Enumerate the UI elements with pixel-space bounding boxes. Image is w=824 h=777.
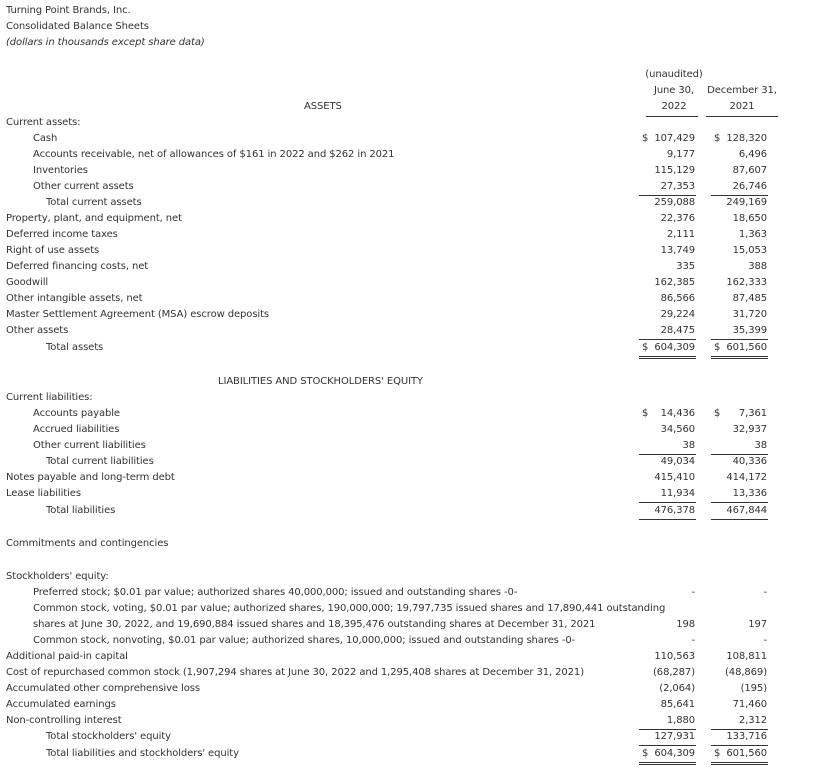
amount: 13,336 — [732, 488, 767, 499]
dec-2021-value-cell — [711, 293, 768, 307]
table-row — [0, 488, 824, 504]
amount: 415,410 — [654, 472, 695, 483]
table-row — [0, 392, 824, 408]
amount: 108,811 — [726, 651, 767, 662]
table-row — [0, 715, 824, 731]
row-label-common-stock-nonvoting-0-01-par-value-au: Common stock, nonvoting, $0.01 par value; authorized shares, 10,000,000; issued and outstanding shares -0- — [33, 635, 576, 646]
amount: 15,053 — [732, 245, 767, 256]
currency-symbol: $ — [642, 133, 649, 144]
table-row — [0, 229, 824, 245]
table-row — [0, 651, 824, 667]
dec-2021-value-cell — [711, 181, 768, 196]
table-row — [0, 587, 824, 603]
dec-2021-value-cell — [711, 748, 768, 765]
amount: 110,563 — [654, 651, 695, 662]
dec-2021-value-cell — [711, 133, 768, 147]
june-2022-value-cell — [639, 456, 696, 470]
june-2022-value-cell — [639, 197, 696, 211]
currency-symbol: $ — [714, 133, 721, 144]
dec-2021-value-cell — [711, 587, 768, 601]
amount: 162,385 — [654, 277, 695, 288]
dec-2021-value-cell — [711, 731, 768, 746]
amount: 38 — [682, 440, 695, 451]
amount: 162,333 — [726, 277, 767, 288]
row-label-total-assets: Total assets — [46, 342, 104, 353]
amount: 87,485 — [732, 293, 767, 304]
table-row — [0, 440, 824, 456]
row-label-shares-at-june-30-2022-and-19-690-884-is: shares at June 30, 2022, and 19,690,884 issued shares and 18,395,476 outstanding shares at December 31, 2021 — [33, 619, 596, 630]
row-label-deferred-income-taxes: Deferred income taxes — [6, 229, 118, 240]
june-2022-value-cell — [639, 165, 696, 179]
dec-2021-value-cell — [711, 149, 768, 163]
dec-2021-value-cell — [711, 667, 768, 681]
row-label-accounts-payable: Accounts payable — [33, 408, 120, 419]
amount: 1,363 — [738, 229, 767, 240]
table-row — [0, 149, 824, 165]
june-2022-value-cell — [639, 715, 696, 730]
row-label-total-liabilities: Total liabilities — [46, 505, 116, 516]
row-label-master-settlement-agreement-msa-escrow-d: Master Settlement Agreement (MSA) escrow deposits — [6, 309, 270, 320]
june-2022-value-cell — [639, 133, 696, 147]
row-label-current-assets: Current assets: — [6, 117, 81, 128]
june-2022-value-cell — [639, 293, 696, 307]
row-label-accumulated-earnings: Accumulated earnings — [6, 699, 116, 710]
dec-2021-value-cell — [711, 261, 768, 275]
dec-2021-value-cell — [711, 277, 768, 291]
june-2022-value-cell — [639, 245, 696, 259]
amount: 31,720 — [732, 309, 767, 320]
june-2022-value-cell — [639, 309, 696, 323]
row-label-deferred-financing-costs-net: Deferred financing costs, net — [6, 261, 149, 272]
table-row — [0, 667, 824, 683]
table-row — [0, 325, 824, 341]
june-2022-value-cell — [639, 342, 696, 359]
amount: 197 — [748, 619, 767, 630]
amount: 476,378 — [654, 505, 695, 516]
row-label-other-assets: Other assets — [6, 325, 69, 336]
row-label-common-stock-voting-0-01-par-value-autho: Common stock, voting, $0.01 par value; authorized shares, 190,000,000; 19,797,735 issued shares and 17,890,441 outstanding — [33, 603, 666, 614]
dec-2021-value-cell — [711, 488, 768, 503]
amount: 9,177 — [666, 149, 695, 160]
row-label-preferred-stock-0-01-par-value-authorize: Preferred stock; $0.01 par value; authorized shares 40,000,000; issued and outstanding shares -0- — [33, 587, 518, 598]
liabilities-equity-heading: LIABILITIES AND STOCKHOLDERS' EQUITY — [218, 376, 423, 387]
june-2022-value-cell — [639, 587, 696, 601]
amount: 601,560 — [726, 748, 767, 759]
amount: 7,361 — [738, 408, 767, 419]
dec-2021-value-cell — [711, 715, 768, 730]
company-name: Turning Point Brands, Inc. — [6, 5, 131, 16]
row-label-stockholders-equity: Stockholders' equity: — [6, 571, 109, 582]
table-row — [0, 635, 824, 651]
amount: - — [763, 587, 767, 598]
table-row — [0, 731, 824, 747]
amount: 604,309 — [654, 748, 695, 759]
dec-2021-value-cell — [711, 651, 768, 665]
row-label-other-current-assets: Other current assets — [33, 181, 134, 192]
row-label-lease-liabilities: Lease liabilities — [6, 488, 81, 499]
june-2022-value-cell — [639, 213, 696, 227]
table-row — [0, 408, 824, 424]
units-note: (dollars in thousands except share data) — [6, 37, 205, 48]
row-label-right-of-use-assets: Right of use assets — [6, 245, 100, 256]
amount: 1,880 — [666, 715, 695, 726]
amount: 27,353 — [660, 181, 695, 192]
june-2022-value-cell — [639, 440, 696, 455]
dec-2021-value-cell — [711, 424, 768, 438]
dec-2021-value-cell — [711, 325, 768, 340]
amount: 38 — [754, 440, 767, 451]
amount: 13,749 — [660, 245, 695, 256]
amount: 11,934 — [660, 488, 695, 499]
amount: 14,436 — [660, 408, 695, 419]
amount: 29,224 — [660, 309, 695, 320]
dec-2021-value-cell — [711, 309, 768, 323]
currency-symbol: $ — [642, 342, 649, 353]
currency-symbol: $ — [714, 342, 721, 353]
row-label-additional-paid-in-capital: Additional paid-in capital — [6, 651, 128, 662]
amount: (195) — [740, 683, 767, 694]
june-2022-value-cell — [639, 748, 696, 765]
june-2022-value-cell — [639, 229, 696, 243]
row-label-notes-payable-and-long-term-debt: Notes payable and long-term debt — [6, 472, 175, 483]
dec-2021-value-cell — [711, 472, 768, 486]
table-row — [0, 571, 824, 587]
june-2022-value-cell — [639, 667, 696, 681]
amount: 335 — [676, 261, 695, 272]
june-2022-value-cell — [639, 683, 696, 697]
june-2022-value-cell — [639, 619, 696, 633]
table-row — [0, 342, 824, 358]
amount: 71,460 — [732, 699, 767, 710]
table-row — [0, 603, 824, 619]
dec-2021-value-cell — [711, 197, 768, 211]
table-row — [0, 456, 824, 472]
table-row — [0, 213, 824, 229]
amount: 107,429 — [654, 133, 695, 144]
amount: 40,336 — [732, 456, 767, 467]
row-label-accumulated-other-comprehensive-loss: Accumulated other comprehensive loss — [6, 683, 200, 694]
june-2022-value-cell — [639, 261, 696, 275]
table-row — [0, 133, 824, 149]
amount: 85,641 — [660, 699, 695, 710]
row-label-goodwill: Goodwill — [6, 277, 49, 288]
amount: 467,844 — [726, 505, 767, 516]
row-label-other-current-liabilities: Other current liabilities — [33, 440, 146, 451]
amount: 604,309 — [654, 342, 695, 353]
amount: - — [691, 635, 695, 646]
row-label-commitments-and-contingencies: Commitments and contingencies — [6, 538, 169, 549]
col1-head-line3: 2022 — [661, 101, 687, 112]
table-row — [0, 748, 824, 764]
amount: 49,034 — [660, 456, 695, 467]
amount: 601,560 — [726, 342, 767, 353]
table-row — [0, 117, 824, 133]
table-row — [0, 538, 824, 554]
currency-symbol: $ — [714, 748, 721, 759]
june-2022-value-cell — [639, 424, 696, 438]
row-label-current-liabilities: Current liabilities: — [6, 392, 93, 403]
amount: (48,869) — [725, 667, 767, 678]
dec-2021-value-cell — [711, 408, 768, 422]
row-label-total-stockholders-equity: Total stockholders' equity — [46, 731, 171, 742]
amount: 86,566 — [660, 293, 695, 304]
amount: 26,746 — [732, 181, 767, 192]
row-label-cost-of-repurchased-common-stock-1-907-2: Cost of repurchased common stock (1,907,294 shares at June 30, 2022 and 1,295,408 shares at December 31, 2021) — [6, 667, 584, 678]
amount: 87,607 — [732, 165, 767, 176]
amount: 35,399 — [732, 325, 767, 336]
table-row — [0, 277, 824, 293]
june-2022-value-cell — [639, 149, 696, 163]
amount: 28,475 — [660, 325, 695, 336]
row-label-other-intangible-assets-net: Other intangible assets, net — [6, 293, 143, 304]
june-2022-value-cell — [639, 277, 696, 291]
amount: 198 — [676, 619, 695, 630]
june-2022-value-cell — [639, 472, 696, 486]
table-row — [0, 197, 824, 213]
june-2022-value-cell — [639, 325, 696, 340]
dec-2021-value-cell — [711, 165, 768, 179]
col1-head-line2: June 30, — [653, 85, 695, 96]
currency-symbol: $ — [642, 408, 649, 419]
june-2022-value-cell — [639, 651, 696, 665]
row-label-accounts-receivable-net-of-allowances-of: Accounts receivable, net of allowances of $161 in 2022 and $262 in 2021 — [33, 149, 395, 160]
june-2022-value-cell — [639, 731, 696, 746]
june-2022-value-cell — [639, 488, 696, 503]
table-row — [0, 165, 824, 181]
dec-2021-value-cell — [711, 229, 768, 243]
table-row — [0, 699, 824, 715]
june-2022-value-cell — [639, 699, 696, 713]
row-label-cash: Cash — [33, 133, 58, 144]
table-row — [0, 424, 824, 440]
amount: 34,560 — [660, 424, 695, 435]
col2-head-line1: December 31, — [707, 85, 777, 96]
table-row — [0, 619, 824, 635]
june-2022-value-cell — [639, 505, 696, 520]
dec-2021-value-cell — [711, 683, 768, 697]
currency-symbol: $ — [714, 408, 721, 419]
statement-title: Consolidated Balance Sheets — [6, 21, 149, 32]
row-label-total-liabilities-and-stockholders-equit: Total liabilities and stockholders' equity — [46, 748, 239, 759]
row-label-total-current-liabilities: Total current liabilities — [46, 456, 154, 467]
row-label-non-controlling-interest: Non-controlling interest — [6, 715, 122, 726]
dec-2021-value-cell — [711, 456, 768, 470]
amount: 32,937 — [732, 424, 767, 435]
amount: - — [763, 635, 767, 646]
amount: 115,129 — [654, 165, 695, 176]
row-label-accrued-liabilities: Accrued liabilities — [33, 424, 120, 435]
amount: - — [691, 587, 695, 598]
june-2022-value-cell — [639, 181, 696, 196]
amount: 414,172 — [726, 472, 767, 483]
row-label-total-current-assets: Total current assets — [46, 197, 142, 208]
amount: 133,716 — [726, 731, 767, 742]
table-row — [0, 245, 824, 261]
table-row — [0, 683, 824, 699]
dec-2021-value-cell — [711, 619, 768, 633]
amount: 2,312 — [738, 715, 767, 726]
amount: 128,320 — [726, 133, 767, 144]
dec-2021-value-cell — [711, 245, 768, 259]
dec-2021-value-cell — [711, 635, 768, 649]
amount: 22,376 — [660, 213, 695, 224]
table-row — [0, 505, 824, 521]
amount: 259,088 — [654, 197, 695, 208]
table-row — [0, 261, 824, 277]
table-row — [0, 309, 824, 325]
amount: 249,169 — [726, 197, 767, 208]
row-label-property-plant-and-equipment-net: Property, plant, and equipment, net — [6, 213, 182, 224]
amount: (68,287) — [653, 667, 695, 678]
dec-2021-value-cell — [711, 699, 768, 713]
amount: 127,931 — [654, 731, 695, 742]
dec-2021-value-cell — [711, 505, 768, 520]
dec-2021-value-cell — [711, 213, 768, 227]
assets-heading: ASSETS — [304, 101, 342, 112]
dec-2021-value-cell — [711, 342, 768, 359]
col1-head-line1: (unaudited) — [645, 69, 703, 80]
amount: (2,064) — [659, 683, 695, 694]
table-row — [0, 472, 824, 488]
june-2022-value-cell — [639, 635, 696, 649]
amount: 6,496 — [738, 149, 767, 160]
table-row — [0, 181, 824, 197]
row-label-inventories: Inventories — [33, 165, 88, 176]
amount: 2,111 — [666, 229, 695, 240]
june-2022-value-cell — [639, 408, 696, 422]
table-row — [0, 293, 824, 309]
amount: 18,650 — [732, 213, 767, 224]
col2-head-line2: 2021 — [729, 101, 755, 112]
amount: 388 — [748, 261, 767, 272]
currency-symbol: $ — [642, 748, 649, 759]
dec-2021-value-cell — [711, 440, 768, 455]
